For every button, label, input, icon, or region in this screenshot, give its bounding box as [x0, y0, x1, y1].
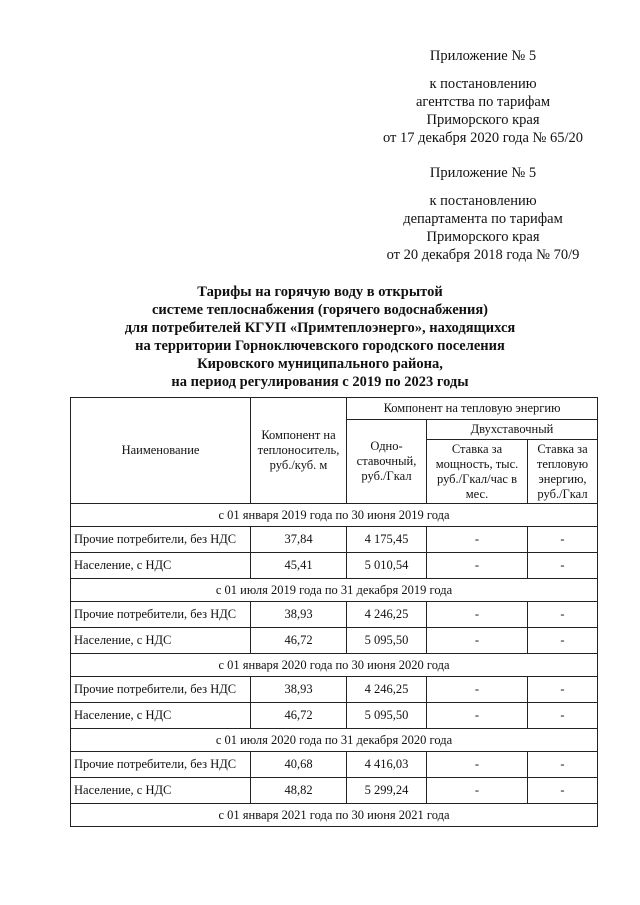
single-rate-value: 4 416,03 — [347, 752, 427, 778]
energy-rate-value: - — [528, 778, 598, 804]
period-label: с 01 января 2020 года по 30 июня 2020 года — [71, 654, 598, 677]
consumer-name: Население, с НДС — [71, 703, 251, 729]
appendix-line: Приморского края — [426, 112, 540, 128]
period-label: с 01 июля 2019 года по 31 декабря 2019 года — [71, 579, 598, 602]
table-row — [71, 752, 598, 778]
capacity-rate-value: - — [427, 628, 528, 654]
carrier-value: 37,84 — [251, 527, 347, 553]
appendix-line: от 17 декабря 2020 года № 65/20 — [382, 130, 584, 146]
table-row — [71, 602, 598, 628]
single-rate-value: 4 246,25 — [347, 602, 427, 628]
title-line: на период регулирования с 2019 по 2023 годы — [171, 374, 469, 390]
single-rate-value: 5 095,50 — [347, 703, 427, 729]
energy-rate-value: - — [528, 553, 598, 579]
table-row — [71, 553, 598, 579]
period-row — [71, 654, 598, 677]
appendix-line: агентства по тарифам — [416, 94, 550, 110]
header-carrier-component: Компонент на теплоноситель, руб./куб. м — [251, 398, 347, 504]
period-row — [71, 579, 598, 602]
title-line: для потребителей КГУП «Примтеплоэнерго», находящихся — [124, 320, 516, 336]
consumer-name: Прочие потребители, без НДС — [71, 677, 251, 703]
header-single-rate: Одно-ставочный, руб./Гкал — [347, 420, 427, 504]
table-row — [71, 778, 598, 804]
consumer-name: Население, с НДС — [71, 778, 251, 804]
single-rate-value: 4 175,45 — [347, 527, 427, 553]
header-two-rate: Двухставочный — [427, 420, 598, 440]
capacity-rate-value: - — [427, 553, 528, 579]
consumer-name: Прочие потребители, без НДС — [71, 527, 251, 553]
title-line: на территории Горноключевского городского поселения — [135, 338, 505, 354]
consumer-name: Прочие потребители, без НДС — [71, 602, 251, 628]
appendix-block-department — [373, 164, 593, 264]
appendix-line: департамента по тарифам — [403, 211, 563, 227]
single-rate-value: 5 010,54 — [347, 553, 427, 579]
appendix-header: Приложение № 5 — [429, 48, 537, 64]
header-capacity-rate: Ставка за мощность, тыс. руб./Гкал/час в мес. — [427, 440, 528, 504]
tariff-table — [70, 397, 598, 827]
capacity-rate-value: - — [427, 677, 528, 703]
consumer-name: Население, с НДС — [71, 553, 251, 579]
capacity-rate-value: - — [427, 527, 528, 553]
energy-rate-value: - — [528, 703, 598, 729]
document-title — [60, 283, 580, 391]
appendix-line: Приморского края — [426, 229, 540, 245]
title-line: Тарифы на горячую воду в открытой — [197, 284, 443, 300]
appendix-header: Приложение № 5 — [429, 165, 537, 181]
table-row — [71, 703, 598, 729]
capacity-rate-value: - — [427, 703, 528, 729]
period-row — [71, 804, 598, 827]
table-row — [71, 527, 598, 553]
energy-rate-value: - — [528, 602, 598, 628]
carrier-value: 38,93 — [251, 602, 347, 628]
single-rate-value: 5 299,24 — [347, 778, 427, 804]
single-rate-value: 5 095,50 — [347, 628, 427, 654]
period-label: с 01 января 2021 года по 30 июня 2021 года — [71, 804, 598, 827]
capacity-rate-value: - — [427, 602, 528, 628]
period-row — [71, 729, 598, 752]
appendix-line: к постановлению — [429, 76, 537, 92]
title-line: системе теплоснабжения (горячего водоснабжения) — [151, 302, 489, 318]
single-rate-value: 4 246,25 — [347, 677, 427, 703]
energy-rate-value: - — [528, 677, 598, 703]
appendix-line: к постановлению — [429, 193, 537, 209]
capacity-rate-value: - — [427, 752, 528, 778]
energy-rate-value: - — [528, 752, 598, 778]
carrier-value: 46,72 — [251, 703, 347, 729]
energy-rate-value: - — [528, 527, 598, 553]
carrier-value: 48,82 — [251, 778, 347, 804]
energy-rate-value: - — [528, 628, 598, 654]
appendix-block-agency — [373, 47, 593, 147]
carrier-value: 40,68 — [251, 752, 347, 778]
consumer-name: Население, с НДС — [71, 628, 251, 654]
header-energy-component: Компонент на тепловую энергию — [347, 398, 598, 420]
period-label: с 01 июля 2020 года по 31 декабря 2020 года — [71, 729, 598, 752]
carrier-value: 45,41 — [251, 553, 347, 579]
consumer-name: Прочие потребители, без НДС — [71, 752, 251, 778]
carrier-value: 38,93 — [251, 677, 347, 703]
header-name: Наименование — [71, 398, 251, 504]
carrier-value: 46,72 — [251, 628, 347, 654]
title-line: Кировского муниципального района, — [197, 356, 443, 372]
capacity-rate-value: - — [427, 778, 528, 804]
header-energy-rate: Ставка за тепловую энергию, руб./Гкал — [528, 440, 598, 504]
table-row — [71, 628, 598, 654]
period-row — [71, 504, 598, 527]
period-label: с 01 января 2019 года по 30 июня 2019 года — [71, 504, 598, 527]
table-row — [71, 677, 598, 703]
appendix-line: от 20 декабря 2018 года № 70/9 — [386, 247, 580, 263]
